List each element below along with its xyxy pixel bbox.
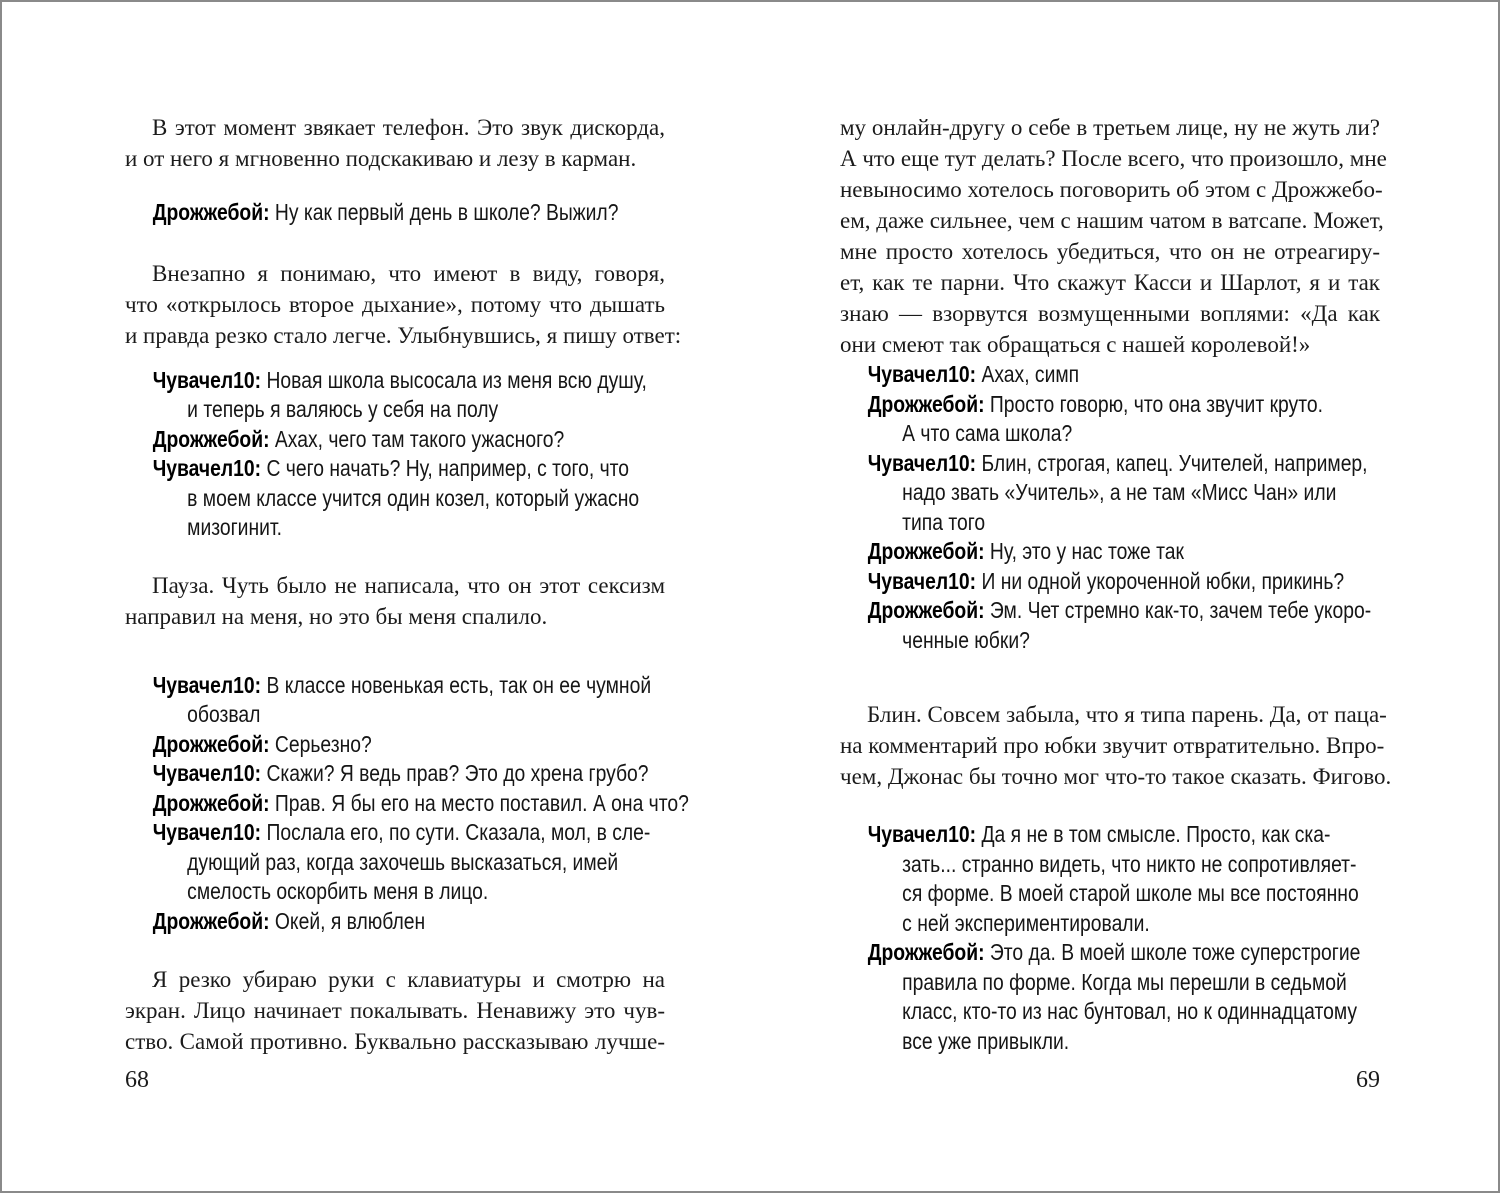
chat-line: мизогинит.	[187, 514, 283, 540]
text-line: ем, даже сильнее, чем с нашим чатом в ватсапе. Может,	[840, 208, 1384, 233]
page-number: 68	[125, 1067, 149, 1093]
chat-lines	[125, 671, 689, 937]
chat-username: Чувачел10:	[867, 567, 977, 594]
chat-line: А что сама школа?	[902, 420, 1073, 446]
chat-block	[125, 671, 689, 937]
text-line: А что еще тут делать? После всего, что произошло, мне	[840, 146, 1387, 171]
paragraph	[840, 699, 1392, 792]
text-line: они смеют так обращаться с нашей королевой!»	[840, 332, 1311, 357]
paragraph	[125, 112, 665, 174]
chat-line: Чувачел10: Новая школа высосала из меня всю душу,	[152, 366, 647, 393]
chat-username: Дрожжебой:	[152, 199, 270, 225]
chat-username: Чувачел10:	[152, 455, 262, 481]
chat-block	[840, 820, 1380, 1056]
chat-block	[125, 198, 665, 228]
page-right	[840, 2, 1392, 1193]
chat-line: Дрожжебой: Ахах, чего там такого ужасного?	[152, 425, 565, 452]
text-line: ство. Самой противно. Буквально рассказываю лучше-	[125, 1029, 665, 1054]
chat-username: Дрожжебой:	[152, 730, 270, 757]
chat-line: Дрожжебой: Окей, я влюблен	[152, 907, 426, 934]
chat-line: ченные юбки?	[902, 626, 1030, 653]
chat-block	[125, 366, 665, 543]
text-line: Внезапно я понимаю, что имеют в виду, говоря,	[152, 260, 665, 286]
chat-username: Чувачел10:	[867, 361, 977, 387]
page-number: 69	[1356, 1067, 1380, 1093]
text-line: что «открылось второе дыхание», потому что дышать	[125, 291, 665, 317]
chat-username: Дрожжебой:	[152, 425, 270, 452]
chat-username: Дрожжебой:	[867, 390, 985, 417]
chat-line: класс, кто-то из нас бунтовал, но к одиннадцатому	[902, 998, 1358, 1024]
chat-line: Дрожжебой: Ну как первый день в школе? Выжил?	[152, 199, 619, 225]
paragraph	[840, 112, 1387, 360]
chat-lines	[125, 198, 665, 228]
chat-line: Чувачел10: Блин, строгая, капец. Учителей, например,	[867, 449, 1368, 476]
text-line: В этот момент звякает телефон. Это звук дискорда,	[152, 115, 665, 140]
text-line: чем, Джонас бы точно мог что-то такое сказать. Фигово.	[840, 764, 1392, 789]
chat-line: и теперь я валяюсь у себя на полу	[187, 396, 499, 422]
text-column-right	[840, 2, 1392, 1056]
chat-lines	[840, 360, 1380, 655]
chat-username: Чувачел10:	[867, 821, 977, 847]
text-line: ет, как те парни. Что скажут Касси и Шарлот, я и так	[840, 270, 1380, 295]
chat-username: Чувачел10:	[152, 819, 262, 845]
chat-line: правила по форме. Когда мы перешли в седьмой	[902, 968, 1347, 995]
text-line: на комментарий про юбки звучит отвратительно. Впро-	[840, 733, 1385, 758]
chat-username: Дрожжебой:	[867, 939, 985, 965]
chat-line: Чувачел10: В классе новенькая есть, так он ее чумной	[152, 671, 652, 698]
chat-line: Дрожжебой: Серьезно?	[152, 730, 372, 757]
chat-username: Дрожжебой:	[867, 538, 985, 564]
text-line: Пауза. Чуть было не написала, что он этот сексизм	[152, 572, 665, 598]
text-line: Я резко убираю руки с клавиатуры и смотрю на	[152, 967, 665, 992]
chat-username: Чувачел10:	[152, 671, 262, 698]
paragraph	[125, 570, 665, 632]
chat-line: зать... странно видеть, что никто не сопротивляет-	[902, 850, 1357, 877]
chat-line: обозвал	[187, 701, 261, 727]
chat-username: Дрожжебой:	[152, 789, 270, 816]
text-line: экран. Лицо начинает покалывать. Ненавижу это чув-	[125, 998, 665, 1023]
chat-line: Чувачел10: Да я не в том смысле. Просто, как ска-	[867, 821, 1331, 847]
text-line: Блин. Совсем забыла, что я типа парень. Да, от паца-	[867, 702, 1387, 727]
chat-line: Дрожжебой: Просто говорю, что она звучит круто.	[867, 390, 1323, 417]
chat-username: Дрожжебой:	[152, 907, 270, 934]
chat-lines	[840, 820, 1380, 1056]
text-line: и правда резко стало легче. Улыбнувшись, я пишу ответ:	[125, 322, 682, 348]
text-line: направил на меня, но это бы меня спалило.	[125, 603, 548, 629]
chat-line: Дрожжебой: Прав. Я бы его на место поставил. А она что?	[152, 789, 689, 816]
chat-line: Чувачел10: Послала его, по сути. Сказала, мол, в сле-	[152, 819, 651, 845]
text-line: невыносимо хотелось поговорить об этом с Дрожжебо-	[840, 177, 1383, 202]
paragraph	[125, 258, 682, 351]
chat-line: Чувачел10: Скажи? Я ведь прав? Это до хрена грубо?	[152, 760, 649, 786]
chat-line: Дрожжебой: Это да. В моей школе тоже суперстрогие	[867, 939, 1361, 965]
chat-line: в моем классе учится один козел, который ужасно	[187, 484, 640, 511]
text-line: мне просто хотелось убедиться, что он не отреагиру-	[840, 239, 1380, 264]
chat-lines	[125, 366, 665, 543]
paragraph	[125, 964, 665, 1057]
chat-line: типа того	[902, 508, 986, 535]
chat-username: Дрожжебой:	[867, 597, 985, 623]
chat-username: Чувачел10:	[152, 760, 262, 786]
chat-line: Дрожжебой: Ну, это у нас тоже так	[867, 538, 1184, 564]
chat-line: Чувачел10: И ни одной укороченной юбки, прикинь?	[867, 567, 1345, 594]
chat-line: ся форме. В моей старой школе мы все постоянно	[902, 880, 1359, 906]
chat-line: надо звать «Учитель», а не там «Мисс Чан» или	[902, 479, 1337, 505]
chat-line: дующий раз, когда захочешь высказаться, имей	[187, 848, 619, 875]
chat-line: смелость оскорбить меня в лицо.	[187, 878, 489, 904]
chat-username: Чувачел10:	[152, 366, 262, 393]
chat-line: Дрожжебой: Эм. Чет стремно как-то, зачем тебе укоро-	[867, 597, 1372, 623]
text-line: му онлайн-другу о себе в третьем лице, ну не жуть ли?	[840, 115, 1380, 140]
chat-line: с ней экспериментировали.	[902, 909, 1150, 936]
text-line: знаю — взорвутся возмущенными воплями: «Да как	[840, 301, 1380, 326]
chat-username: Чувачел10:	[867, 449, 977, 476]
chat-line: Чувачел10: С чего начать? Ну, например, с того, что	[152, 455, 630, 481]
page-left	[125, 2, 689, 1193]
text-line: и от него я мгновенно подскакиваю и лезу в карман.	[125, 146, 637, 171]
text-column-left	[125, 2, 689, 1057]
chat-block	[840, 360, 1380, 655]
chat-line: все уже привыкли.	[902, 1027, 1070, 1054]
chat-line: Чувачел10: Ахах, симп	[867, 361, 1080, 387]
